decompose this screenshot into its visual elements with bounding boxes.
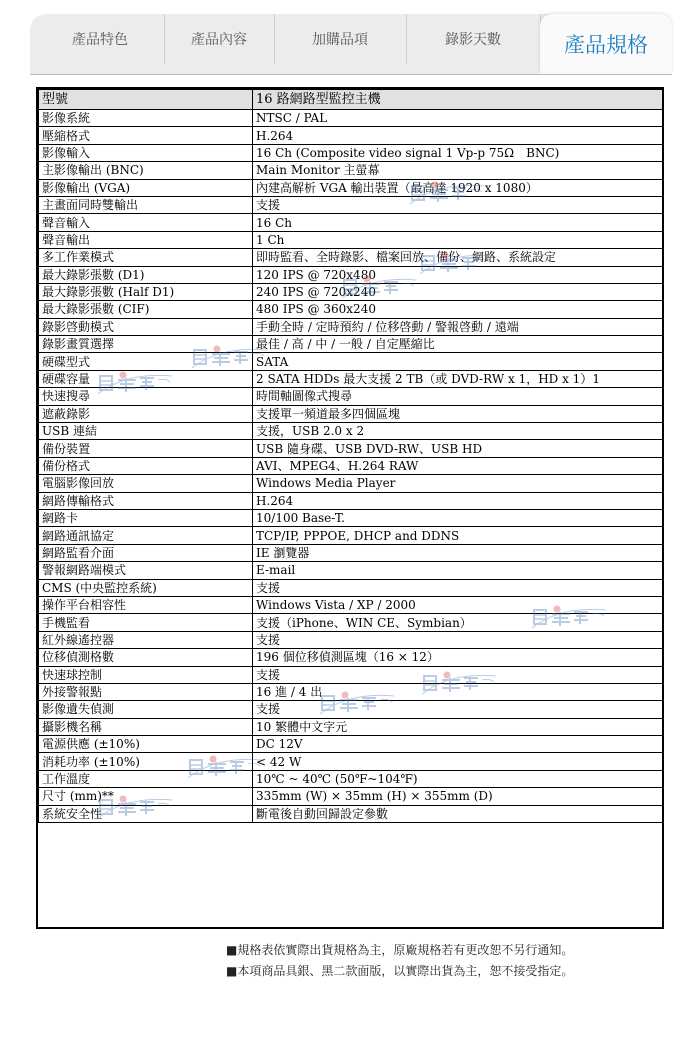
spec-key: 影像輸入: [39, 144, 253, 161]
spec-key: 硬碟型式: [39, 353, 253, 370]
spec-key: 硬碟容量: [39, 370, 253, 387]
spec-key: 位移偵測格數: [39, 649, 253, 666]
spec-row: [39, 579, 664, 596]
spec-value: 內建高解析 VGA 輸出裝置（最高達 1920 x 1080）: [253, 179, 664, 196]
spec-value: 斷電後自動回歸設定參數: [253, 805, 664, 822]
spec-value: DC 12V: [253, 736, 664, 753]
spec-header-value: 16 路網路型監控主機: [253, 90, 664, 110]
spec-value: IE 瀏覽器: [253, 544, 664, 561]
spec-value: Main Monitor 主螢幕: [253, 162, 664, 179]
spec-key: USB 連結: [39, 423, 253, 440]
spec-key: 備份裝置: [39, 440, 253, 457]
spec-value: 240 IPS @ 720x240: [253, 283, 664, 300]
spec-value: 即時監看、全時錄影、檔案回放、備份、網路、系統設定: [253, 249, 664, 266]
spec-row: [39, 736, 664, 753]
spec-key: 備份格式: [39, 457, 253, 474]
spec-header-key: 型號: [39, 90, 253, 110]
tab-recording-days[interactable]: 錄影天數: [406, 14, 541, 64]
spec-value: Windows Media Player: [253, 475, 664, 492]
spec-value: 196 個位移偵測區塊（16 × 12）: [253, 649, 664, 666]
spec-row: [39, 127, 664, 144]
spec-key: 影像系統: [39, 110, 253, 127]
spec-value: 2 SATA HDDs 最大支援 2 TB（或 DVD-RW x 1，HD x 1）1: [253, 370, 664, 387]
spec-row: [39, 301, 664, 318]
spec-value: H.264: [253, 127, 664, 144]
tab-divider: [30, 74, 672, 75]
spec-row: [39, 492, 664, 509]
spec-row: [39, 614, 664, 631]
spec-row: [39, 249, 664, 266]
spec-row: [39, 370, 664, 387]
tab-product-contents[interactable]: 產品內容: [164, 14, 275, 64]
spec-value: < 42 W: [253, 753, 664, 770]
spec-row: [39, 649, 664, 666]
spec-row: [39, 179, 664, 196]
spec-key: 最大錄影張數 (CIF): [39, 301, 253, 318]
spec-key: 警報網路端模式: [39, 562, 253, 579]
spec-key: 聲音輸入: [39, 214, 253, 231]
spec-value: 支援: [253, 666, 664, 683]
spec-key: 多工作業模式: [39, 249, 253, 266]
spec-row: [39, 596, 664, 613]
spec-row: [39, 440, 664, 457]
spec-value: 支援（iPhone、WIN CE、Symbian）: [253, 614, 664, 631]
spec-key: 最大錄影張數 (Half D1): [39, 283, 253, 300]
spec-key: 影像遺失偵測: [39, 701, 253, 718]
tab-product-features[interactable]: 產品特色: [36, 14, 165, 64]
spec-value: 手動全時 / 定時預約 / 位移啓動 / 警報啓動 / 遠端: [253, 318, 664, 335]
spec-header-row: [39, 90, 664, 110]
spec-value: SATA: [253, 353, 664, 370]
spec-value: Windows Vista / XP / 2000: [253, 596, 664, 613]
spec-key: 攝影機名稱: [39, 718, 253, 735]
spec-key: 尺寸 (mm)**: [39, 788, 253, 805]
spec-row: [39, 805, 664, 822]
spec-row: [39, 666, 664, 683]
spec-key: 影像輸出 (VGA): [39, 179, 253, 196]
tab-add-on-items[interactable]: 加購品項: [274, 14, 407, 64]
spec-key: 電源供應 (±10%): [39, 736, 253, 753]
spec-value: 16 Ch (Composite video signal 1 Vp-p 75Ω BNC): [253, 144, 664, 161]
spec-row: [39, 110, 664, 127]
spec-row: [39, 162, 664, 179]
spec-key: 主影像輸出 (BNC): [39, 162, 253, 179]
spec-key: 錄影啓動模式: [39, 318, 253, 335]
spec-key: 快速球控制: [39, 666, 253, 683]
spec-value: 支援: [253, 701, 664, 718]
spec-row: [39, 527, 664, 544]
spec-row: [39, 562, 664, 579]
spec-key: 快速搜尋: [39, 388, 253, 405]
footnote-panel-color: ■本項商品具銀、黑二款面版，以實際出貨為主，恕不接受指定。: [226, 964, 574, 978]
spec-value: AVI、MPEG4、H.264 RAW: [253, 457, 664, 474]
spec-key: 系統安全性: [39, 805, 253, 822]
spec-row: [39, 353, 664, 370]
spec-row: [39, 753, 664, 770]
spec-row: [39, 231, 664, 248]
spec-key: CMS (中央監控系統): [39, 579, 253, 596]
spec-row: [39, 283, 664, 300]
spec-row: [39, 475, 664, 492]
spec-value: 時間軸圖像式搜尋: [253, 388, 664, 405]
spec-value: 335mm (W) × 35mm (H) × 355mm (D): [253, 788, 664, 805]
spec-row: [39, 457, 664, 474]
footnote-spec-change: ■規格表依實際出貨規格為主，原廠規格若有更改恕不另行通知。: [226, 943, 574, 957]
spec-key: 網路卡: [39, 509, 253, 526]
spec-key: 主畫面同時雙輸出: [39, 196, 253, 213]
spec-key: 工作溫度: [39, 770, 253, 787]
spec-row: [39, 266, 664, 283]
spec-row: [39, 509, 664, 526]
spec-value: 支援單一頻道最多四個區塊: [253, 405, 664, 422]
spec-key: 電腦影像回放: [39, 475, 253, 492]
spec-row: [39, 388, 664, 405]
spec-key: 最大錄影張數 (D1): [39, 266, 253, 283]
spec-key: 紅外線遙控器: [39, 631, 253, 648]
spec-key: 遮蔽錄影: [39, 405, 253, 422]
spec-row: [39, 405, 664, 422]
spec-key: 網路通訊協定: [39, 527, 253, 544]
spec-key: 消耗功率 (±10%): [39, 753, 253, 770]
spec-key: 聲音輸出: [39, 231, 253, 248]
spec-value: 10 繁體中文字元: [253, 718, 664, 735]
spec-key: 外接警報點: [39, 683, 253, 700]
spec-row: [39, 196, 664, 213]
spec-row: [39, 683, 664, 700]
tab-specifications[interactable]: 產品規格: [540, 14, 672, 74]
spec-value: 16 Ch: [253, 214, 664, 231]
spec-value: 支援: [253, 631, 664, 648]
spec-value: 10℃ ~ 40℃ (50℉~104℉): [253, 770, 664, 787]
spec-key: 網路傳輸格式: [39, 492, 253, 509]
spec-value: TCP/IP, PPPOE, DHCP and DDNS: [253, 527, 664, 544]
spec-row: [39, 336, 664, 353]
spec-key: 手機監看: [39, 614, 253, 631]
spec-key: 壓縮格式: [39, 127, 253, 144]
spec-row: [39, 318, 664, 335]
spec-value: 16 進 / 4 出: [253, 683, 664, 700]
spec-value: H.264: [253, 492, 664, 509]
spec-value: E-mail: [253, 562, 664, 579]
spec-key: 操作平台相容性: [39, 596, 253, 613]
spec-value: 最佳 / 高 / 中 / 一般 / 自定壓縮比: [253, 336, 664, 353]
spec-key: 網路監看介面: [39, 544, 253, 561]
spec-value: 10/100 Base-T.: [253, 509, 664, 526]
spec-row: [39, 214, 664, 231]
spec-row: [39, 718, 664, 735]
spec-value: 480 IPS @ 360x240: [253, 301, 664, 318]
spec-row: [39, 788, 664, 805]
spec-row: [39, 701, 664, 718]
spec-row: [39, 544, 664, 561]
spec-value: 支援: [253, 579, 664, 596]
spec-row: [39, 631, 664, 648]
spec-value: NTSC / PAL: [253, 110, 664, 127]
spec-value: 120 IPS @ 720x480: [253, 266, 664, 283]
spec-value: 支援: [253, 196, 664, 213]
footnotes: [226, 940, 686, 982]
spec-row: [39, 144, 664, 161]
spec-value: 支援，USB 2.0 x 2: [253, 423, 664, 440]
spec-row: [39, 423, 664, 440]
spec-value: USB 隨身碟、USB DVD-RW、USB HD: [253, 440, 664, 457]
spec-row: [39, 770, 664, 787]
spec-key: 錄影畫質選擇: [39, 336, 253, 353]
spec-table: [38, 89, 664, 823]
spec-value: 1 Ch: [253, 231, 664, 248]
